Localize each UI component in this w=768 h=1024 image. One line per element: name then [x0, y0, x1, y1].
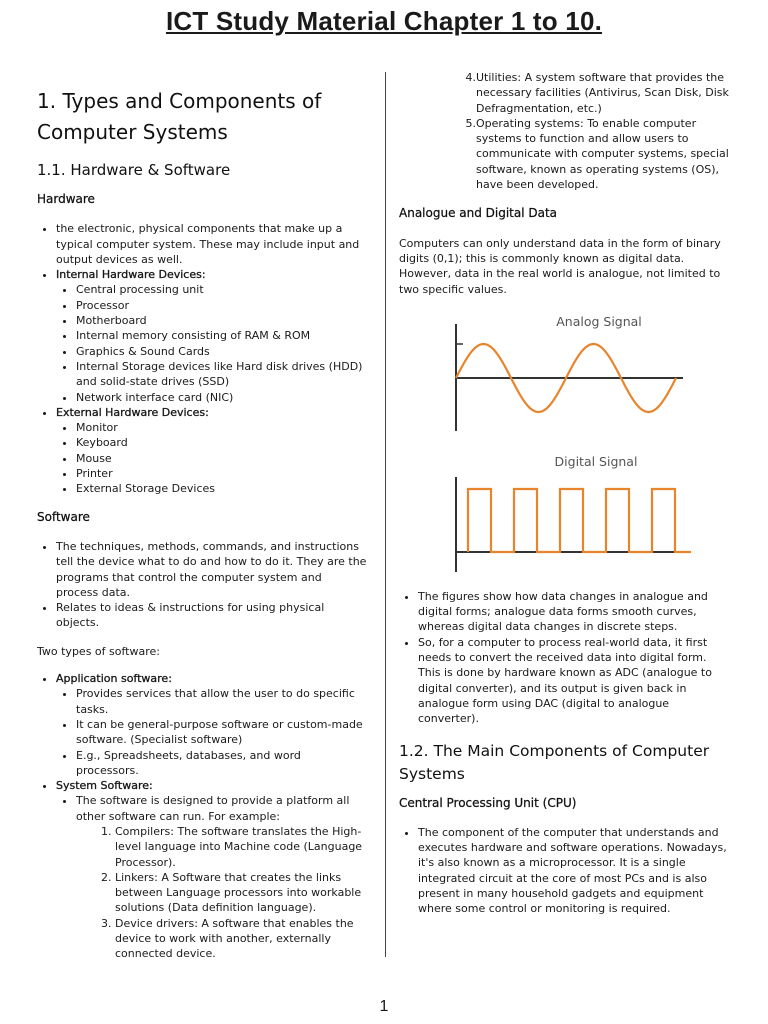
software-types-list [37, 671, 367, 962]
figure-explanation-list [399, 589, 729, 727]
list-item: • The techniques, methods, commands, and instructions tell the device what to do and how to do it. They are the programs that control the computer system and process data. [56, 539, 367, 600]
hardware-list [37, 221, 367, 496]
cpu-heading: Central Processing Unit (CPU) [399, 795, 577, 810]
list-item: • Graphics & Sound Cards [76, 344, 367, 359]
list-text: Operating systems: To enable computer systems to function and allow users to communicate with computer systems, special software, known as operating systems (OS), have been developed. [476, 116, 729, 192]
external-hardware-list [56, 420, 367, 496]
external-hardware-item [56, 405, 367, 497]
list-item: • Provides services that allow the user to do specific tasks. [76, 686, 367, 717]
list-number: 4. [465, 71, 476, 84]
analogue-digital-text: Computers can only understand data in the form of binary digits (0,1); this is commonly known as digital data. However, data in the real world is analogue, not limited to two specific values. [399, 236, 721, 296]
list-number: 5. [465, 116, 476, 130]
chart-title: Digital Signal [554, 453, 638, 469]
list-item: • Internal Storage devices like Hard disk drives (HDD) and solid-state drives (SSD) [76, 359, 367, 390]
two-types-text: Two types of software: [37, 644, 160, 658]
analog-signal-chart [411, 309, 691, 439]
internal-hardware-item [56, 267, 367, 405]
analogue-digital-heading: Analogue and Digital Data [399, 206, 558, 221]
list-item [399, 70, 729, 116]
subsection2-title: 1.2. The Main Components of Computer Systems [399, 741, 710, 783]
list-item: 3. Device drivers: A software that enables the device to work with another, externally connected device. [115, 916, 367, 962]
list-item: • So, for a computer to process real-world data, it first needs to convert the received data into digital form. This is done by hardware known as ADC (analogue to digital converter), and its output is given back in analogue form using DAC (digital to analogue converter). [418, 635, 729, 727]
list-item: • External Storage Devices [76, 481, 367, 496]
application-software-label: Application software: [56, 672, 172, 686]
external-hardware-label: External Hardware Devices: [56, 405, 209, 419]
list-item: • Monitor [76, 420, 367, 435]
system-software-list [56, 793, 367, 961]
hardware-intro: • the electronic, physical components that make up a typical computer system. These may include input and output devices as well. [56, 221, 367, 267]
hardware-heading: Hardware [37, 192, 95, 206]
digital-signal-chart [411, 449, 691, 579]
application-software-item [56, 671, 367, 778]
list-item: • Keyboard [76, 435, 367, 450]
list-text: Utilities: A system software that provides the necessary facilities (Antivirus, Scan Disk, Disk Defragmentation, etc.) [476, 71, 729, 115]
list-item: • The figures show how data changes in analogue and digital forms; analogue data forms smooth curves, whereas digital data changes in discrete steps. [418, 589, 729, 635]
application-software-list [56, 686, 367, 778]
list-item: • Network interface card (NIC) [76, 390, 367, 405]
list-item: • It can be general-purpose software or custom-made software. (Specialist software) [76, 717, 367, 748]
internal-hardware-list [56, 282, 367, 404]
list-item: • Motherboard [76, 313, 367, 328]
list-item: 1. Compilers: The software translates the High-level language into Machine code (Language Processor). [115, 824, 367, 870]
chart-title: Analog Signal [556, 313, 642, 329]
software-list [37, 539, 367, 631]
digital-signal-line [468, 489, 691, 552]
section-title: 1. Types and Components of Computer Systems [37, 89, 322, 144]
system-software-item [56, 778, 367, 962]
system-software-examples-continued [399, 70, 729, 192]
list-item: • Central processing unit [76, 282, 367, 297]
right-column [399, 70, 729, 930]
page-title: ICT Study Material Chapter 1 to 10. [165, 6, 603, 36]
subsection-title: 1.1. Hardware & Software [37, 161, 231, 179]
left-column [37, 86, 367, 975]
system-software-label: System Software: [56, 779, 153, 793]
software-heading: Software [37, 509, 90, 524]
list-item: • Printer [76, 466, 367, 481]
list-item [76, 793, 367, 961]
system-software-desc: The software is designed to provide a platform all other software can run. For example: [76, 794, 350, 823]
page-number: 1 [379, 998, 389, 1015]
cpu-list [399, 825, 729, 917]
list-item: • The component of the computer that understands and executes hardware and software operations. Nowadays, it's also known as a microprocessor. It is a single integrated circuit at the core of most PCs and is also present in many household gadgets and equipment where some control or monitoring is required. [418, 825, 729, 917]
system-software-examples [76, 824, 367, 962]
list-item: • Mouse [76, 451, 367, 466]
list-item: • Internal memory consisting of RAM & ROM [76, 328, 367, 343]
column-divider [385, 72, 386, 957]
list-item: • Relates to ideas & instructions for using physical objects. [56, 600, 367, 631]
list-item [399, 116, 729, 192]
list-item: • Processor [76, 298, 367, 313]
list-item: • E.g., Spreadsheets, databases, and word processors. [76, 748, 367, 779]
list-item: 2. Linkers: A Software that creates the links between Language processors into workable solutions (Data definition language). [115, 870, 367, 916]
internal-hardware-label: Internal Hardware Devices: [56, 268, 206, 282]
